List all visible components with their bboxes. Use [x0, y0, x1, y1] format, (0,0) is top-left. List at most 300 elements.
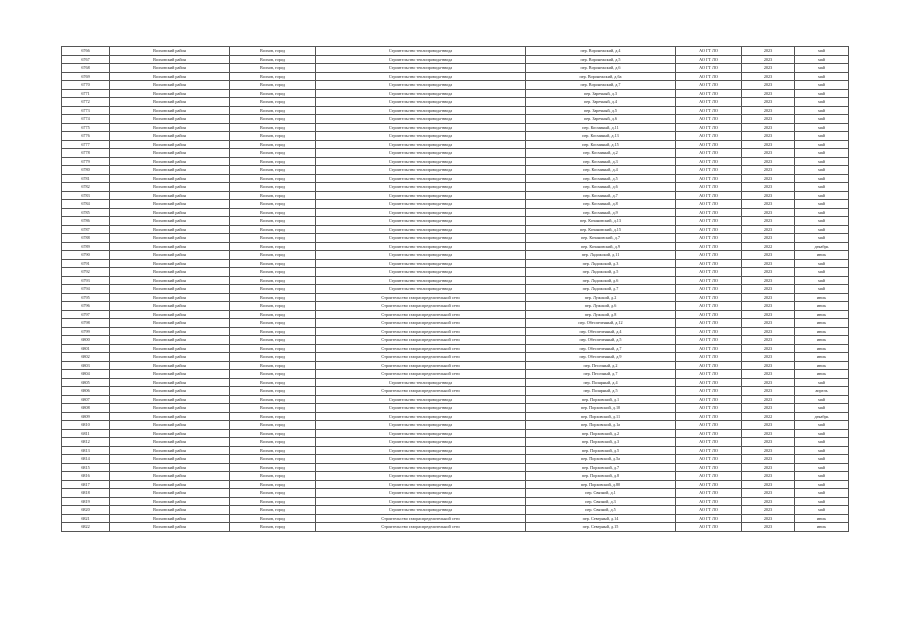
- district-cell: Волховский район: [110, 106, 230, 115]
- organization-cell: АО ГТ ЛО: [676, 123, 742, 132]
- month-cell: июль: [795, 353, 849, 362]
- settlement-cell: Волхов, город: [230, 225, 316, 234]
- settlement-cell: Волхов, город: [230, 421, 316, 430]
- district-cell: Волховский район: [110, 497, 230, 506]
- district-cell: Волховский район: [110, 123, 230, 132]
- settlement-cell: Волхов, город: [230, 353, 316, 362]
- district-cell: Волховский район: [110, 64, 230, 73]
- table-row: [62, 446, 849, 455]
- work-type-cell: Строительство теплопровода-ввода: [316, 149, 526, 158]
- settlement-cell: Волхов, город: [230, 98, 316, 107]
- address-cell: пер. Порховский, д.10: [526, 404, 676, 413]
- table-row: [62, 302, 849, 311]
- month-cell: июль: [795, 293, 849, 302]
- month-cell: май: [795, 404, 849, 413]
- settlement-cell: Волхов, город: [230, 64, 316, 73]
- settlement-cell: Волхов, город: [230, 47, 316, 56]
- address-cell: пер. Порховский, д.11: [526, 412, 676, 421]
- organization-cell: АО ГТ ЛО: [676, 293, 742, 302]
- work-type-cell: Строительство теплопровода-ввода: [316, 242, 526, 251]
- organization-cell: АО ГТ ЛО: [676, 200, 742, 209]
- settlement-cell: Волхов, город: [230, 115, 316, 124]
- row-number-cell: 6771: [62, 89, 110, 98]
- year-cell: 2023: [742, 81, 795, 90]
- organization-cell: АО ГТ ЛО: [676, 208, 742, 217]
- year-cell: 2022: [742, 242, 795, 251]
- year-cell: 2023: [742, 523, 795, 532]
- year-cell: 2023: [742, 310, 795, 319]
- organization-cell: АО ГТ ЛО: [676, 446, 742, 455]
- row-number-cell: 6816: [62, 472, 110, 481]
- district-cell: Волховский район: [110, 429, 230, 438]
- year-cell: 2023: [742, 191, 795, 200]
- month-cell: апрель: [795, 387, 849, 396]
- organization-cell: АО ГТ ЛО: [676, 132, 742, 141]
- year-cell: 2023: [742, 166, 795, 175]
- month-cell: май: [795, 72, 849, 81]
- district-cell: Волховский район: [110, 98, 230, 107]
- district-cell: Волховский район: [110, 251, 230, 260]
- organization-cell: АО ГТ ЛО: [676, 89, 742, 98]
- month-cell: декабрь: [795, 412, 849, 421]
- month-cell: май: [795, 106, 849, 115]
- address-cell: пер. Косминый, д.7: [526, 191, 676, 200]
- district-cell: Волховский район: [110, 276, 230, 285]
- work-type-cell: Строительство теплопровода-ввода: [316, 463, 526, 472]
- address-cell: пер. Обеспеченный, д.9: [526, 353, 676, 362]
- table-row: [62, 115, 849, 124]
- address-cell: пер. Кочановский, д.9: [526, 242, 676, 251]
- address-cell: пер. Связной, д.5: [526, 506, 676, 515]
- district-cell: Волховский район: [110, 336, 230, 345]
- table-row: [62, 285, 849, 294]
- address-cell: пер. Лужский, д.8: [526, 310, 676, 319]
- settlement-cell: Волхов, город: [230, 132, 316, 141]
- organization-cell: АО ГТ ЛО: [676, 47, 742, 56]
- district-cell: Волховский район: [110, 225, 230, 234]
- work-type-cell: Строительство теплопровода-ввода: [316, 166, 526, 175]
- district-cell: Волховский район: [110, 438, 230, 447]
- organization-cell: АО ГТ ЛО: [676, 268, 742, 277]
- address-cell: пер. Северный, д.15: [526, 523, 676, 532]
- work-type-cell: Строительство теплопровода-ввода: [316, 378, 526, 387]
- address-cell: пер. Полярный, д.5: [526, 387, 676, 396]
- table-row: [62, 55, 849, 64]
- organization-cell: АО ГТ ЛО: [676, 64, 742, 73]
- work-type-cell: Строительство теплопровода-ввода: [316, 455, 526, 464]
- year-cell: 2023: [742, 132, 795, 141]
- work-type-cell: Строительство газораспределительной сети: [316, 327, 526, 336]
- district-cell: Волховский район: [110, 378, 230, 387]
- settlement-cell: Волхов, город: [230, 217, 316, 226]
- row-number-cell: 6811: [62, 429, 110, 438]
- address-cell: пер. Ладожский, д.5: [526, 268, 676, 277]
- settlement-cell: Волхов, город: [230, 387, 316, 396]
- row-number-cell: 6769: [62, 72, 110, 81]
- address-cell: пер. Порховский, д.1а: [526, 421, 676, 430]
- month-cell: май: [795, 183, 849, 192]
- settlement-cell: Волхов, город: [230, 429, 316, 438]
- district-cell: Волховский район: [110, 242, 230, 251]
- year-cell: 2023: [742, 234, 795, 243]
- year-cell: 2023: [742, 157, 795, 166]
- organization-cell: АО ГТ ЛО: [676, 157, 742, 166]
- month-cell: май: [795, 421, 849, 430]
- year-cell: 2023: [742, 514, 795, 523]
- table-body: [62, 47, 849, 532]
- row-number-cell: 6790: [62, 251, 110, 260]
- month-cell: май: [795, 395, 849, 404]
- settlement-cell: Волхов, город: [230, 497, 316, 506]
- month-cell: май: [795, 81, 849, 90]
- settlement-cell: Волхов, город: [230, 344, 316, 353]
- settlement-cell: Волхов, город: [230, 336, 316, 345]
- table-row: [62, 149, 849, 158]
- district-cell: Волховский район: [110, 72, 230, 81]
- address-cell: пер. Северный, д.14: [526, 514, 676, 523]
- work-type-cell: Строительство теплопровода-ввода: [316, 64, 526, 73]
- row-number-cell: 6819: [62, 497, 110, 506]
- table-row: [62, 327, 849, 336]
- year-cell: 2023: [742, 106, 795, 115]
- work-type-cell: Строительство газораспределительной сети: [316, 353, 526, 362]
- row-number-cell: 6778: [62, 149, 110, 158]
- year-cell: 2023: [742, 276, 795, 285]
- year-cell: 2023: [742, 225, 795, 234]
- work-type-cell: Строительство теплопровода-ввода: [316, 489, 526, 498]
- organization-cell: АО ГТ ЛО: [676, 514, 742, 523]
- address-cell: пер. Связной, д.1: [526, 489, 676, 498]
- settlement-cell: Волхов, город: [230, 234, 316, 243]
- row-number-cell: 6801: [62, 344, 110, 353]
- month-cell: июль: [795, 344, 849, 353]
- work-type-cell: Строительство теплопровода-ввода: [316, 251, 526, 260]
- organization-cell: АО ГТ ЛО: [676, 353, 742, 362]
- settlement-cell: Волхов, город: [230, 200, 316, 209]
- address-cell: пер. Лужский, д.2: [526, 293, 676, 302]
- work-type-cell: Строительство теплопровода-ввода: [316, 174, 526, 183]
- district-cell: Волховский район: [110, 81, 230, 90]
- settlement-cell: Волхов, город: [230, 140, 316, 149]
- table-row: [62, 157, 849, 166]
- organization-cell: АО ГТ ЛО: [676, 378, 742, 387]
- year-cell: 2023: [742, 438, 795, 447]
- table-row: [62, 217, 849, 226]
- row-number-cell: 6776: [62, 132, 110, 141]
- row-number-cell: 6809: [62, 412, 110, 421]
- month-cell: май: [795, 123, 849, 132]
- row-number-cell: 6774: [62, 115, 110, 124]
- table-row: [62, 268, 849, 277]
- table-row: [62, 200, 849, 209]
- row-number-cell: 6821: [62, 514, 110, 523]
- settlement-cell: Волхов, город: [230, 208, 316, 217]
- settlement-cell: Волхов, город: [230, 446, 316, 455]
- year-cell: 2023: [742, 47, 795, 56]
- month-cell: май: [795, 463, 849, 472]
- year-cell: 2023: [742, 183, 795, 192]
- row-number-cell: 6807: [62, 395, 110, 404]
- organization-cell: АО ГТ ЛО: [676, 72, 742, 81]
- work-type-cell: Строительство теплопровода-ввода: [316, 72, 526, 81]
- work-type-cell: Строительство газораспределительной сети: [316, 293, 526, 302]
- district-cell: Волховский район: [110, 489, 230, 498]
- table-row: [62, 336, 849, 345]
- year-cell: 2023: [742, 89, 795, 98]
- month-cell: май: [795, 429, 849, 438]
- organization-cell: АО ГТ ЛО: [676, 489, 742, 498]
- district-cell: Волховский район: [110, 472, 230, 481]
- address-cell: пер. Косминый, д.2: [526, 149, 676, 158]
- table-row: [62, 361, 849, 370]
- work-type-cell: Строительство газораспределительной сети: [316, 310, 526, 319]
- settlement-cell: Волхов, город: [230, 251, 316, 260]
- settlement-cell: Волхов, город: [230, 268, 316, 277]
- address-cell: пер. Косминый, д.8: [526, 200, 676, 209]
- work-type-cell: Строительство теплопровода-ввода: [316, 200, 526, 209]
- row-number-cell: 6775: [62, 123, 110, 132]
- table-row: [62, 438, 849, 447]
- settlement-cell: Волхов, город: [230, 506, 316, 515]
- district-cell: Волховский район: [110, 310, 230, 319]
- row-number-cell: 6799: [62, 327, 110, 336]
- month-cell: декабрь: [795, 242, 849, 251]
- row-number-cell: 6810: [62, 421, 110, 430]
- address-cell: пер. Порховский, д.1: [526, 395, 676, 404]
- work-type-cell: Строительство теплопровода-ввода: [316, 115, 526, 124]
- district-cell: Волховский район: [110, 370, 230, 379]
- table-row: [62, 378, 849, 387]
- organization-cell: АО ГТ ЛО: [676, 166, 742, 175]
- organization-cell: АО ГТ ЛО: [676, 310, 742, 319]
- work-type-cell: Строительство теплопровода-ввода: [316, 191, 526, 200]
- year-cell: 2023: [742, 344, 795, 353]
- month-cell: май: [795, 438, 849, 447]
- work-type-cell: Строительство теплопровода-ввода: [316, 208, 526, 217]
- month-cell: май: [795, 132, 849, 141]
- work-type-cell: Строительство теплопровода-ввода: [316, 429, 526, 438]
- month-cell: май: [795, 472, 849, 481]
- district-cell: Волховский район: [110, 446, 230, 455]
- table-row: [62, 429, 849, 438]
- settlement-cell: Волхов, город: [230, 361, 316, 370]
- work-type-cell: Строительство газораспределительной сети: [316, 344, 526, 353]
- table-row: [62, 106, 849, 115]
- settlement-cell: Волхов, город: [230, 242, 316, 251]
- work-type-cell: Строительство теплопровода-ввода: [316, 446, 526, 455]
- year-cell: 2023: [742, 72, 795, 81]
- address-cell: пер. Порховский, д.3: [526, 438, 676, 447]
- work-type-cell: Строительство газораспределительной сети: [316, 302, 526, 311]
- district-cell: Волховский район: [110, 285, 230, 294]
- table-row: [62, 174, 849, 183]
- settlement-cell: Волхов, город: [230, 174, 316, 183]
- address-cell: пер. Порховский, д.80: [526, 480, 676, 489]
- address-cell: пер. Кочановский, д.13: [526, 217, 676, 226]
- row-number-cell: 6782: [62, 183, 110, 192]
- organization-cell: АО ГТ ЛО: [676, 174, 742, 183]
- district-cell: Волховский район: [110, 395, 230, 404]
- table-row: [62, 208, 849, 217]
- work-type-cell: Строительство теплопровода-ввода: [316, 132, 526, 141]
- row-number-cell: 6768: [62, 64, 110, 73]
- settlement-cell: Волхов, город: [230, 302, 316, 311]
- work-type-cell: Строительство теплопровода-ввода: [316, 225, 526, 234]
- settlement-cell: Волхов, город: [230, 166, 316, 175]
- address-cell: пер. Воронежский, д.7: [526, 81, 676, 90]
- settlement-cell: Волхов, город: [230, 276, 316, 285]
- organization-cell: АО ГТ ЛО: [676, 506, 742, 515]
- organization-cell: АО ГТ ЛО: [676, 183, 742, 192]
- month-cell: июль: [795, 319, 849, 328]
- address-cell: пер. Косминый, д.3: [526, 157, 676, 166]
- organization-cell: АО ГТ ЛО: [676, 55, 742, 64]
- district-cell: Волховский район: [110, 191, 230, 200]
- year-cell: 2023: [742, 370, 795, 379]
- settlement-cell: Волхов, город: [230, 81, 316, 90]
- row-number-cell: 6793: [62, 276, 110, 285]
- year-cell: 2023: [742, 472, 795, 481]
- table-row: [62, 132, 849, 141]
- month-cell: июль: [795, 370, 849, 379]
- work-type-cell: Строительство теплопровода-ввода: [316, 421, 526, 430]
- row-number-cell: 6797: [62, 310, 110, 319]
- address-cell: пер. Порховский, д.8: [526, 472, 676, 481]
- work-type-cell: Строительство теплопровода-ввода: [316, 157, 526, 166]
- work-type-cell: Строительство теплопровода-ввода: [316, 55, 526, 64]
- organization-cell: АО ГТ ЛО: [676, 285, 742, 294]
- year-cell: 2023: [742, 285, 795, 294]
- district-cell: Волховский район: [110, 344, 230, 353]
- month-cell: май: [795, 89, 849, 98]
- row-number-cell: 6817: [62, 480, 110, 489]
- table-row: [62, 251, 849, 260]
- month-cell: май: [795, 149, 849, 158]
- year-cell: 2023: [742, 480, 795, 489]
- year-cell: 2023: [742, 446, 795, 455]
- organization-cell: АО ГТ ЛО: [676, 361, 742, 370]
- work-type-cell: Строительство теплопровода-ввода: [316, 268, 526, 277]
- address-cell: пер. Песочный, д.7: [526, 370, 676, 379]
- year-cell: 2023: [742, 268, 795, 277]
- district-cell: Волховский район: [110, 174, 230, 183]
- address-cell: пер. Косминый, д.15: [526, 140, 676, 149]
- table-row: [62, 310, 849, 319]
- table-row: [62, 514, 849, 523]
- year-cell: 2023: [742, 319, 795, 328]
- settlement-cell: Волхов, город: [230, 123, 316, 132]
- settlement-cell: Волхов, город: [230, 480, 316, 489]
- row-number-cell: 6785: [62, 208, 110, 217]
- year-cell: 2023: [742, 353, 795, 362]
- organization-cell: АО ГТ ЛО: [676, 412, 742, 421]
- month-cell: май: [795, 480, 849, 489]
- work-type-cell: Строительство теплопровода-ввода: [316, 506, 526, 515]
- work-type-cell: Строительство теплопровода-ввода: [316, 472, 526, 481]
- organization-cell: АО ГТ ЛО: [676, 421, 742, 430]
- table-row: [62, 89, 849, 98]
- settlement-cell: Волхов, город: [230, 523, 316, 532]
- year-cell: 2023: [742, 98, 795, 107]
- row-number-cell: 6798: [62, 319, 110, 328]
- organization-cell: АО ГТ ЛО: [676, 217, 742, 226]
- address-cell: пер. Ладожский, д.11: [526, 251, 676, 260]
- year-cell: 2023: [742, 429, 795, 438]
- month-cell: июль: [795, 251, 849, 260]
- address-cell: пер. Порховский, д.5а: [526, 455, 676, 464]
- year-cell: 2023: [742, 421, 795, 430]
- row-number-cell: 6802: [62, 353, 110, 362]
- address-cell: пер. Заречный, д.4: [526, 98, 676, 107]
- address-cell: пер. Кочановский, д.15: [526, 225, 676, 234]
- work-type-cell: Строительство газораспределительной сети: [316, 387, 526, 396]
- address-cell: пер. Воронежский, д.6а: [526, 72, 676, 81]
- district-cell: Волховский район: [110, 523, 230, 532]
- organization-cell: АО ГТ ЛО: [676, 234, 742, 243]
- address-cell: пер. Ладожский, д.3: [526, 259, 676, 268]
- address-cell: пер. Кочановский, д.7: [526, 234, 676, 243]
- month-cell: май: [795, 378, 849, 387]
- row-number-cell: 6795: [62, 293, 110, 302]
- organization-cell: АО ГТ ЛО: [676, 497, 742, 506]
- year-cell: 2023: [742, 506, 795, 515]
- year-cell: 2023: [742, 259, 795, 268]
- district-cell: Волховский район: [110, 421, 230, 430]
- table-row: [62, 140, 849, 149]
- address-cell: пер. Косминый, д.6: [526, 183, 676, 192]
- district-cell: Волховский район: [110, 293, 230, 302]
- work-type-cell: Строительство газораспределительной сети: [316, 370, 526, 379]
- month-cell: май: [795, 234, 849, 243]
- organization-cell: АО ГТ ЛО: [676, 191, 742, 200]
- organization-cell: АО ГТ ЛО: [676, 480, 742, 489]
- table-row: [62, 234, 849, 243]
- district-cell: Волховский район: [110, 361, 230, 370]
- table-row: [62, 404, 849, 413]
- month-cell: май: [795, 455, 849, 464]
- month-cell: май: [795, 217, 849, 226]
- table-row: [62, 463, 849, 472]
- settlement-cell: Волхов, город: [230, 293, 316, 302]
- year-cell: 2023: [742, 251, 795, 260]
- row-number-cell: 6812: [62, 438, 110, 447]
- month-cell: май: [795, 268, 849, 277]
- year-cell: 2023: [742, 149, 795, 158]
- organization-cell: АО ГТ ЛО: [676, 438, 742, 447]
- settlement-cell: Волхов, город: [230, 395, 316, 404]
- district-cell: Волховский район: [110, 268, 230, 277]
- row-number-cell: 6818: [62, 489, 110, 498]
- district-cell: Волховский район: [110, 463, 230, 472]
- row-number-cell: 6822: [62, 523, 110, 532]
- address-cell: пер. Порховский, д.7: [526, 463, 676, 472]
- address-cell: пер. Обеспеченный, д.7: [526, 344, 676, 353]
- month-cell: май: [795, 191, 849, 200]
- month-cell: май: [795, 157, 849, 166]
- work-type-cell: Строительство теплопровода-ввода: [316, 234, 526, 243]
- address-cell: пер. Порховский, д.5: [526, 446, 676, 455]
- organization-cell: АО ГТ ЛО: [676, 463, 742, 472]
- work-type-cell: Строительство газораспределительной сети: [316, 336, 526, 345]
- year-cell: 2023: [742, 200, 795, 209]
- work-type-cell: Строительство теплопровода-ввода: [316, 259, 526, 268]
- table-row: [62, 412, 849, 421]
- district-cell: Волховский район: [110, 140, 230, 149]
- settlement-cell: Волхов, город: [230, 370, 316, 379]
- work-type-cell: Строительство теплопровода-ввода: [316, 183, 526, 192]
- address-cell: пер. Песочный, д.2: [526, 361, 676, 370]
- organization-cell: АО ГТ ЛО: [676, 259, 742, 268]
